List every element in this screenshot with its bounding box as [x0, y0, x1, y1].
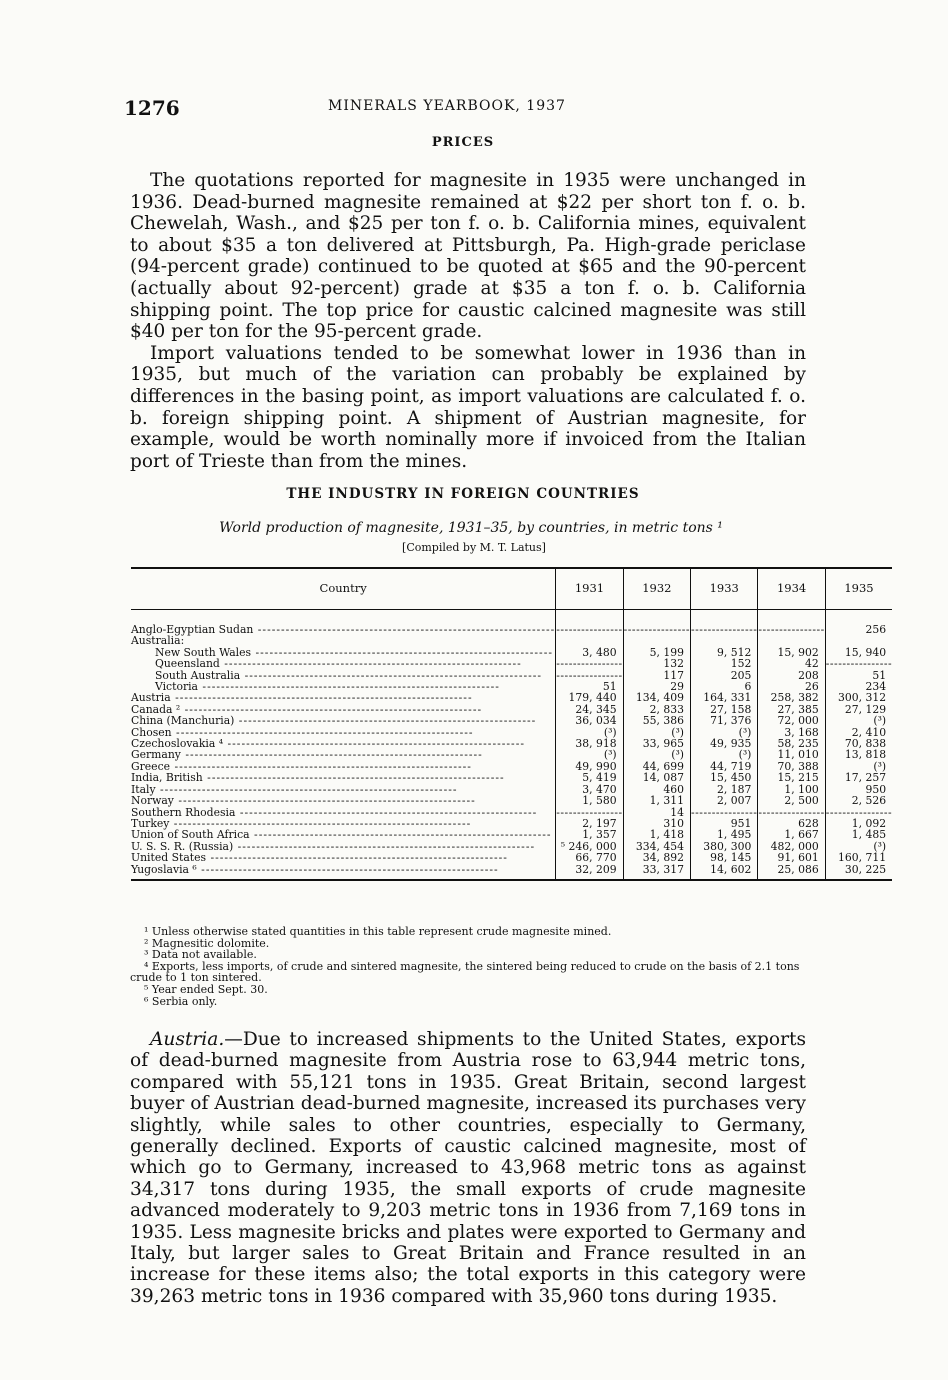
production-table — [131, 567, 892, 881]
header-year: 1935 — [825, 568, 892, 610]
value-cell: 5, 199 — [623, 647, 690, 658]
value-cell: 36, 034 — [556, 715, 623, 726]
country-cell — [131, 772, 556, 783]
country-name: Italy ----- — [131, 784, 555, 795]
running-title: MINERALS YEARBOOK, 1937 — [328, 98, 566, 114]
value-cell: 11, 010 — [758, 749, 825, 760]
country-cell — [131, 715, 556, 726]
table-row — [131, 715, 892, 726]
value-cell: 1, 311 — [623, 795, 690, 806]
value-cell: 3, 168 — [758, 727, 825, 738]
value-cell: 1, 485 — [825, 829, 892, 840]
value-cell: 24, 345 — [556, 704, 623, 715]
value-cell: (³) — [825, 715, 892, 726]
country-name: Australia: — [131, 634, 185, 648]
country-name: Greece ----- — [131, 761, 555, 772]
value-cell: (³) — [825, 841, 892, 852]
value-cell: 14, 602 — [691, 864, 758, 880]
value-cell: 58, 235 — [758, 738, 825, 749]
footnote: ⁵ Year ended Sept. 30. — [144, 982, 268, 996]
country-name: Queensland ----- — [131, 658, 555, 669]
value-cell: 3, 470 — [556, 784, 623, 795]
value-cell: 51 — [825, 670, 892, 681]
country-cell — [131, 624, 556, 635]
austria-paragraph — [130, 1029, 806, 1307]
table-row — [131, 772, 892, 783]
country-name: Victoria ----- — [131, 681, 555, 692]
austria-section — [130, 1029, 806, 1307]
value-cell: 160, 711 — [825, 852, 892, 863]
prices-paragraph: Import valuations tended to be somewhat lower in 1936 than in 1935, but much of the variation can probably be explained by differences in the basing point, as import valuations are calculated f. o. b. foreign shipping point. A shipment of Austrian magnesite, for example, would be worth nominally more if invoiced from the Italian port of Trieste than from the mines. — [130, 342, 806, 472]
value-cell: 205 — [691, 670, 758, 681]
value-cell: 6 — [691, 681, 758, 692]
country-name: Czechoslovakia ⁴ ----- — [131, 738, 555, 749]
value-cell: 14, 087 — [623, 772, 690, 783]
table-row — [131, 624, 892, 635]
value-cell: ⁵ 246, 000 — [556, 841, 623, 852]
value-cell: 1, 100 — [758, 784, 825, 795]
value-cell: 134, 409 — [623, 692, 690, 703]
value-cell: 132 — [623, 658, 690, 669]
country-name: Yugoslavia ⁶ ----- — [131, 864, 555, 875]
value-cell: 71, 376 — [691, 715, 758, 726]
value-cell: 117 — [623, 670, 690, 681]
value-cell: 15, 450 — [691, 772, 758, 783]
value-cell: 258, 382 — [758, 692, 825, 703]
value-cell: 2, 410 — [825, 727, 892, 738]
value-cell: (³) — [623, 749, 690, 760]
value-cell: 17, 257 — [825, 772, 892, 783]
country-name: Southern Rhodesia ----- — [131, 807, 555, 818]
value-cell: 300, 312 — [825, 692, 892, 703]
table-row — [131, 864, 892, 880]
table-row — [131, 829, 892, 840]
country-name: Austria ----- — [131, 692, 555, 703]
header-country: Country — [131, 568, 556, 610]
country-name: U. S. S. R. (Russia) ----- — [131, 841, 555, 852]
value-cell: 13, 818 — [825, 749, 892, 760]
value-cell: 460 — [623, 784, 690, 795]
country-name: Canada ² ----- — [131, 704, 555, 715]
value-cell — [758, 624, 825, 635]
value-cell: 1, 418 — [623, 829, 690, 840]
country-name: New South Wales ----- — [131, 647, 555, 658]
value-cell: 30, 225 — [825, 864, 892, 880]
value-cell: 26 — [758, 681, 825, 692]
value-cell: 1, 495 — [691, 829, 758, 840]
value-cell: 1, 357 — [556, 829, 623, 840]
value-cell: 91, 601 — [758, 852, 825, 863]
value-cell: 1, 667 — [758, 829, 825, 840]
value-cell: 27, 158 — [691, 704, 758, 715]
table-row — [131, 658, 892, 669]
value-cell: (³) — [691, 727, 758, 738]
value-cell: 27, 129 — [825, 704, 892, 715]
value-cell: 33, 965 — [623, 738, 690, 749]
austria-text: —Due to increased shipments to the United States, exports of dead-burned magnesite from Austria rose to 63,944 metric tons, compared with 55,121 tons in 1935. Great Britain, second largest buyer of Austrian dead-burned magnesite, increased its purchases very slightly, while sales to other countries, especially to Germany, generally declined. Exports of caustic calcined magnesite, most of which go to Germany, increased to 43,968 metric tons as against 34,317 tons during 1935, the small exports of crude magnesite advanced moderately to 9,203 metric tons in 1936 from 7,169 tons in 1935. Less magnesite bricks and plates were exported to Germany and Italy, but larger sales to Great Britain and France resulted in an increase for these items also; the total exports in this category were 39,263 metric tons in 1936 compared with 35,960 tons during 1935. — [130, 1029, 806, 1307]
country-name: China (Manchuria) ----- — [131, 715, 555, 726]
country-cell — [131, 829, 556, 840]
table-header-row — [131, 568, 892, 610]
value-cell: 66, 770 — [556, 852, 623, 863]
table-caption: World production of magnesite, 1931–35, by countries, in metric tons ¹ — [219, 520, 723, 536]
value-cell: 70, 838 — [825, 738, 892, 749]
footnotes — [130, 926, 820, 1007]
country-name: Turkey ----- — [131, 818, 555, 829]
value-cell: 55, 386 — [623, 715, 690, 726]
value-cell: 70, 388 — [758, 761, 825, 772]
page-number: 1276 — [124, 96, 180, 120]
table-compiled-by: [Compiled by M. T. Latus] — [402, 541, 546, 554]
value-cell: 2, 500 — [758, 795, 825, 806]
value-cell: 380, 300 — [691, 841, 758, 852]
value-cell: 98, 145 — [691, 852, 758, 863]
value-cell — [623, 624, 690, 635]
value-cell: (³) — [556, 727, 623, 738]
value-cell: 14 — [623, 807, 690, 818]
country-cell — [131, 658, 556, 669]
country-cell — [131, 795, 556, 806]
value-cell: 15, 940 — [825, 647, 892, 658]
value-cell: 164, 331 — [691, 692, 758, 703]
value-cell: 38, 918 — [556, 738, 623, 749]
footnote: ⁶ Serbia only. — [144, 994, 218, 1008]
value-cell: 49, 990 — [556, 761, 623, 772]
section-title-prices: PRICES — [431, 135, 495, 150]
value-cell: 15, 902 — [758, 647, 825, 658]
value-cell: 72, 000 — [758, 715, 825, 726]
header-year: 1932 — [623, 568, 690, 610]
country-name: Union of South Africa ----- — [131, 829, 555, 840]
value-cell: 27, 385 — [758, 704, 825, 715]
value-cell: 179, 440 — [556, 692, 623, 703]
value-cell: 310 — [623, 818, 690, 829]
value-cell: 33, 317 — [623, 864, 690, 880]
value-cell: 950 — [825, 784, 892, 795]
value-cell: 42 — [758, 658, 825, 669]
value-cell: 2, 007 — [691, 795, 758, 806]
header-year: 1931 — [556, 568, 623, 610]
value-cell: (³) — [623, 727, 690, 738]
value-cell: 256 — [825, 624, 892, 635]
country-cell — [131, 864, 556, 880]
value-cell: 334, 454 — [623, 841, 690, 852]
value-cell: (³) — [691, 749, 758, 760]
country-name: Norway ----- — [131, 795, 555, 806]
value-cell: 482, 000 — [758, 841, 825, 852]
footnote: ² Magnesitic dolomite. — [144, 936, 270, 950]
table-body — [131, 610, 892, 880]
header-year: 1934 — [758, 568, 825, 610]
table-row — [131, 795, 892, 806]
value-cell: 51 — [556, 681, 623, 692]
footnote: ³ Data not available. — [144, 948, 257, 962]
value-cell: 2, 526 — [825, 795, 892, 806]
value-cell: 25, 086 — [758, 864, 825, 880]
value-cell — [556, 624, 623, 635]
value-cell: 9, 512 — [691, 647, 758, 658]
value-cell: 44, 719 — [691, 761, 758, 772]
header-year: 1933 — [691, 568, 758, 610]
value-cell: 628 — [758, 818, 825, 829]
country-name: United States ----- — [131, 852, 555, 863]
value-cell: 34, 892 — [623, 852, 690, 863]
value-cell: 2, 187 — [691, 784, 758, 795]
austria-lead: Austria. — [150, 1029, 225, 1050]
value-cell: (³) — [556, 749, 623, 760]
country-cell — [131, 852, 556, 863]
value-cell — [825, 658, 892, 669]
value-cell: 1, 580 — [556, 795, 623, 806]
country-name: India, British ----- — [131, 772, 555, 783]
country-name: Chosen ----- — [131, 727, 555, 738]
value-cell: 29 — [623, 681, 690, 692]
value-cell: 44, 699 — [623, 761, 690, 772]
value-cell — [556, 658, 623, 669]
table-row — [131, 852, 892, 863]
country-name: South Australia ----- — [131, 670, 555, 681]
value-cell: 2, 833 — [623, 704, 690, 715]
value-cell: 15, 215 — [758, 772, 825, 783]
value-cell: 49, 935 — [691, 738, 758, 749]
value-cell: (³) — [825, 761, 892, 772]
value-cell: 951 — [691, 818, 758, 829]
value-cell: 234 — [825, 681, 892, 692]
table-spacer — [131, 610, 892, 625]
footnote: ¹ Unless otherwise stated quantities in this table represent crude magnesite mined. — [144, 925, 612, 938]
value-cell: 2, 197 — [556, 818, 623, 829]
value-cell — [691, 624, 758, 635]
value-cell: 1, 092 — [825, 818, 892, 829]
value-cell: 5, 419 — [556, 772, 623, 783]
value-cell: 3, 480 — [556, 647, 623, 658]
section-title-foreign: THE INDUSTRY IN FOREIGN COUNTRIES — [286, 486, 640, 502]
value-cell: 152 — [691, 658, 758, 669]
value-cell: 208 — [758, 670, 825, 681]
country-name: Germany ----- — [131, 749, 555, 760]
prices-paragraph: The quotations reported for magnesite in 1935 were unchanged in 1936. Dead-burned magnesite remained at $22 per short ton f. o. b. Chewelah, Wash., and $25 per ton f. o. b. California mines, equivalent to about $35 a ton delivered at Pittsburgh, Pa. High-grade periclase (94-percent grade) continued to be quoted at $65 and the 90-percent (actually about 92-percent) grade at $35 a ton f. o. b. California shipping point. The top price for caustic calcined magnesite was still $40 per ton for the 95-percent grade. — [130, 170, 806, 343]
footnote: ⁴ Exports, less imports, of crude and sintered magnesite, the sintered being reduced to crude on the basis of 2.1 tons crude to 1 ton sintered. — [130, 959, 800, 985]
country-name: Anglo-Egyptian Sudan ----- — [131, 624, 555, 635]
value-cell: 32, 209 — [556, 864, 623, 880]
prices-text — [130, 170, 806, 472]
